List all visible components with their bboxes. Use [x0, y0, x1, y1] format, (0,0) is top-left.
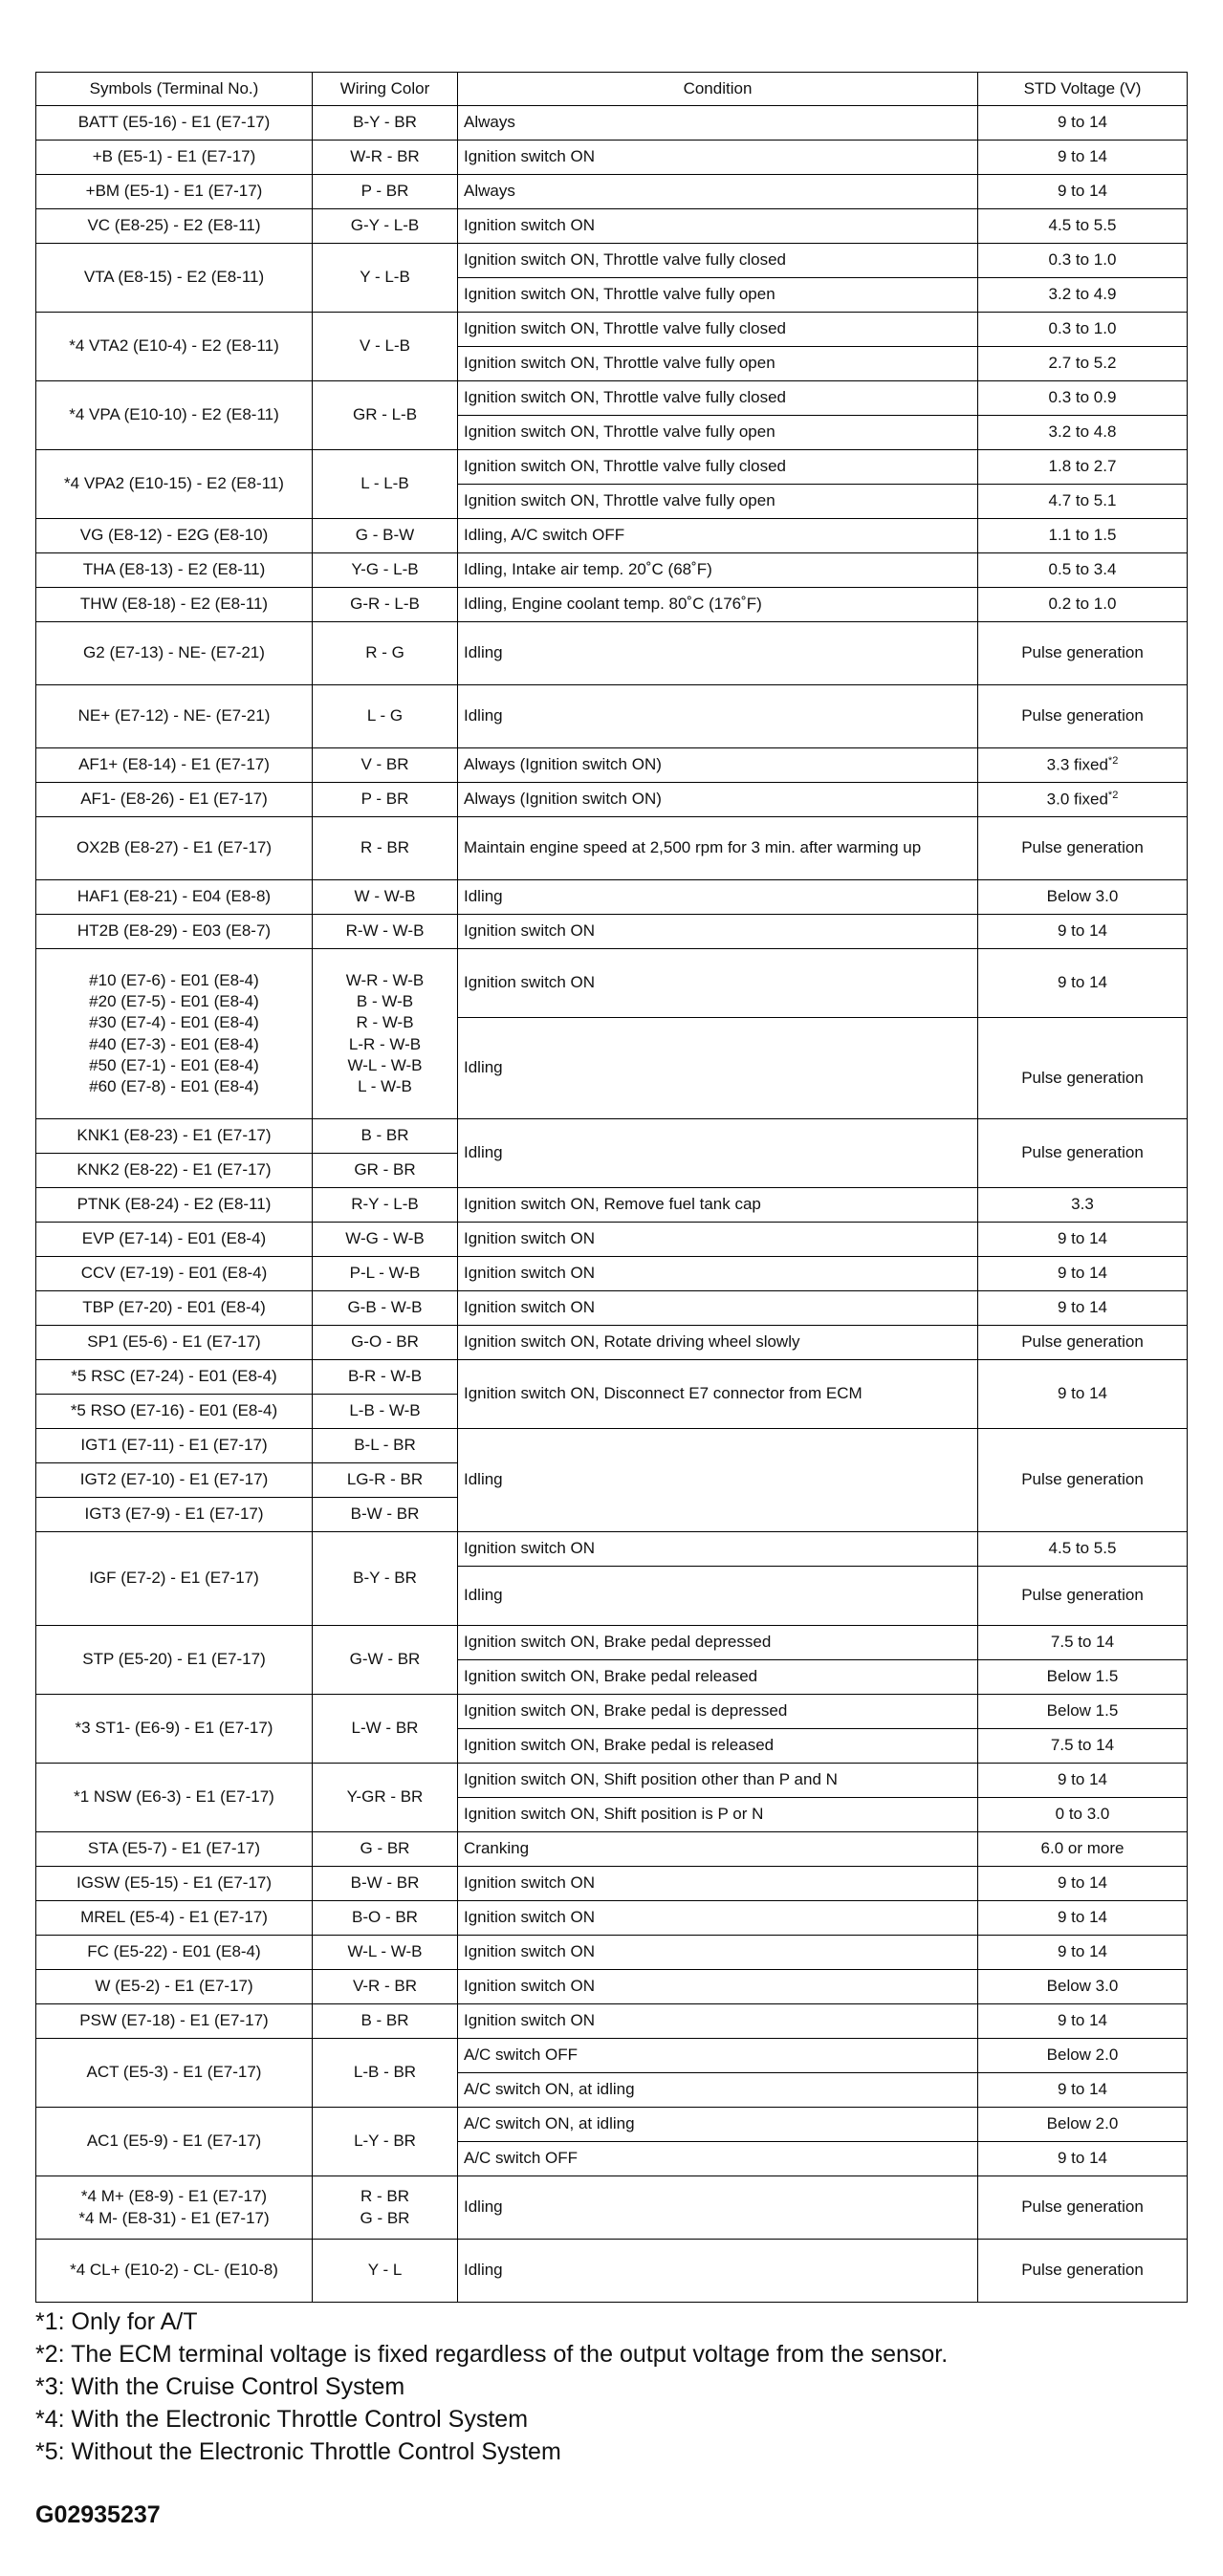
condition-cell: Always — [458, 175, 978, 209]
footnote-ref: *2 — [1107, 790, 1119, 802]
voltage-cell: 9 to 14 — [978, 1360, 1188, 1429]
table-row — [36, 313, 1188, 347]
symbol-cell: IGT2 (E7-10) - E1 (E7-17) — [36, 1463, 313, 1498]
wiring-color-cell: W-G - W-B — [313, 1223, 458, 1257]
condition-cell: Idling — [458, 685, 978, 748]
wiring-color-cell: G-O - BR — [313, 1326, 458, 1360]
symbol-cell: AF1+ (E8-14) - E1 (E7-17) — [36, 748, 313, 783]
table-row — [36, 553, 1188, 588]
symbol-cell: THW (E8-18) - E2 (E8-11) — [36, 588, 313, 622]
condition-cell: A/C switch OFF — [458, 2039, 978, 2073]
condition-cell: Maintain engine speed at 2,500 rpm for 3 min. after warming up — [458, 817, 978, 880]
condition-cell: Ignition switch ON — [458, 1223, 978, 1257]
table-row — [36, 1832, 1188, 1867]
symbol-cell: *3 ST1- (E6-9) - E1 (E7-17) — [36, 1695, 313, 1764]
symbol-cell: G2 (E7-13) - NE- (E7-21) — [36, 622, 313, 685]
wiring-color-cell: GR - BR — [313, 1154, 458, 1188]
wiring-color-cell: R - G — [313, 622, 458, 685]
condition-cell: Idling, A/C switch OFF — [458, 519, 978, 553]
voltage-cell: 9 to 14 — [978, 175, 1188, 209]
voltage-cell: 1.1 to 1.5 — [978, 519, 1188, 553]
wiring-color-cell: P - BR — [313, 175, 458, 209]
wiring-color-cell: P - BR — [313, 783, 458, 817]
table-row — [36, 1532, 1188, 1567]
wiring-color-cell: R-W - W-B — [313, 915, 458, 949]
voltage-cell: 9 to 14 — [978, 915, 1188, 949]
condition-cell: Ignition switch ON, Throttle valve fully open — [458, 278, 978, 313]
wiring-color-cell: W - W-B — [313, 880, 458, 915]
condition-cell: Ignition switch ON, Throttle valve fully closed — [458, 244, 978, 278]
condition-cell: Ignition switch ON, Shift position is P or N — [458, 1798, 978, 1832]
voltage-cell: 9 to 14 — [978, 1291, 1188, 1326]
table-row — [36, 2039, 1188, 2073]
ecm-terminal-voltage-table — [35, 72, 1188, 2303]
symbol-cell: #10 (E7-6) - E01 (E8-4) #20 (E7-5) - E01 (E8-4) #30 (E7-4) - E01 (E8-4) #40 (E7-3) - E01 (E8-4) #50 (E7-1) - E01 (E8-4) #60 (E7-8) - E01 (E8-4) — [36, 949, 313, 1119]
footnotes — [35, 2305, 948, 2468]
condition-cell: Idling — [458, 1018, 978, 1119]
wiring-color-cell: Y-GR - BR — [313, 1764, 458, 1832]
condition-cell: Idling, Engine coolant temp. 80˚C (176˚F) — [458, 588, 978, 622]
wiring-color-cell: L-Y - BR — [313, 2108, 458, 2176]
wiring-color-cell: G-W - BR — [313, 1626, 458, 1695]
voltage-cell: 9 to 14 — [978, 1257, 1188, 1291]
voltage-cell: 0.5 to 3.4 — [978, 553, 1188, 588]
table-row — [36, 2240, 1188, 2303]
symbol-cell: *1 NSW (E6-3) - E1 (E7-17) — [36, 1764, 313, 1832]
header-condition: Condition — [458, 73, 978, 106]
symbol-cell: MREL (E5-4) - E1 (E7-17) — [36, 1901, 313, 1936]
symbol-cell: EVP (E7-14) - E01 (E8-4) — [36, 1223, 313, 1257]
wiring-color-cell: B - BR — [313, 2004, 458, 2039]
footnote-2: *2: The ECM terminal voltage is fixed regardless of the output voltage from the sensor. — [35, 2341, 949, 2368]
voltage-cell: 0.3 to 0.9 — [978, 381, 1188, 416]
table-row — [36, 141, 1188, 175]
condition-cell: Ignition switch ON, Brake pedal is released — [458, 1729, 978, 1764]
condition-cell: Ignition switch ON, Throttle valve fully closed — [458, 381, 978, 416]
voltage-cell: 0.3 to 1.0 — [978, 244, 1188, 278]
table-row — [36, 450, 1188, 485]
condition-cell: Ignition switch ON — [458, 949, 978, 1018]
condition-cell: Idling, Intake air temp. 20˚C (68˚F) — [458, 553, 978, 588]
symbol-cell: AF1- (E8-26) - E1 (E7-17) — [36, 783, 313, 817]
condition-cell: Cranking — [458, 1832, 978, 1867]
symbol-cell: ACT (E5-3) - E1 (E7-17) — [36, 2039, 313, 2108]
table-row — [36, 588, 1188, 622]
table-row — [36, 1936, 1188, 1970]
table-row — [36, 1257, 1188, 1291]
condition-cell: Ignition switch ON, Throttle valve fully open — [458, 485, 978, 519]
wiring-color-cell: G-R - L-B — [313, 588, 458, 622]
symbol-cell: NE+ (E7-12) - NE- (E7-21) — [36, 685, 313, 748]
condition-cell: Ignition switch ON, Brake pedal released — [458, 1660, 978, 1695]
table-row — [36, 2004, 1188, 2039]
table-row — [36, 1695, 1188, 1729]
symbol-cell: HAF1 (E8-21) - E04 (E8-8) — [36, 880, 313, 915]
table-row — [36, 915, 1188, 949]
wiring-color-cell: B-Y - BR — [313, 1532, 458, 1626]
condition-cell: Always (Ignition switch ON) — [458, 748, 978, 783]
wiring-color-cell: B-Y - BR — [313, 106, 458, 141]
voltage-cell: 9 to 14 — [978, 2142, 1188, 2176]
condition-cell: Idling — [458, 2240, 978, 2303]
symbol-cell: +BM (E5-1) - E1 (E7-17) — [36, 175, 313, 209]
condition-cell: Ignition switch ON, Shift position other than P and N — [458, 1764, 978, 1798]
footnote-1: *1: Only for A/T — [35, 2308, 198, 2335]
symbol-cell: +B (E5-1) - E1 (E7-17) — [36, 141, 313, 175]
condition-cell: Ignition switch ON — [458, 1257, 978, 1291]
voltage-value: 3.0 fixed — [1046, 790, 1108, 809]
voltage-cell: Pulse generation — [978, 1429, 1188, 1532]
condition-cell: Ignition switch ON — [458, 2004, 978, 2039]
table-row — [36, 2108, 1188, 2142]
table-row — [36, 1223, 1188, 1257]
wiring-color-cell: B-W - BR — [313, 1867, 458, 1901]
voltage-cell: 1.8 to 2.7 — [978, 450, 1188, 485]
wiring-color-cell: L - L-B — [313, 450, 458, 519]
wiring-color-cell: L-B - W-B — [313, 1395, 458, 1429]
symbol-cell: IGSW (E5-15) - E1 (E7-17) — [36, 1867, 313, 1901]
symbol-cell: VG (E8-12) - E2G (E8-10) — [36, 519, 313, 553]
symbol-cell: BATT (E5-16) - E1 (E7-17) — [36, 106, 313, 141]
wiring-color-cell: L-B - BR — [313, 2039, 458, 2108]
voltage-cell: 4.5 to 5.5 — [978, 1532, 1188, 1567]
voltage-cell: Below 2.0 — [978, 2039, 1188, 2073]
voltage-cell: 9 to 14 — [978, 1223, 1188, 1257]
table-row — [36, 1326, 1188, 1360]
voltage-cell: 9 to 14 — [978, 949, 1188, 1018]
wiring-color-cell: W-R - W-B B - W-B R - W-B L-R - W-B W-L - W-B L - W-B — [313, 949, 458, 1119]
symbol-cell: SP1 (E5-6) - E1 (E7-17) — [36, 1326, 313, 1360]
voltage-cell: 3.3 — [978, 1188, 1188, 1223]
voltage-cell: 0.3 to 1.0 — [978, 313, 1188, 347]
condition-cell: Ignition switch ON, Throttle valve fully open — [458, 416, 978, 450]
condition-cell: Ignition switch ON — [458, 209, 978, 244]
symbol-cell: *4 CL+ (E10-2) - CL- (E10-8) — [36, 2240, 313, 2303]
condition-cell: A/C switch OFF — [458, 2142, 978, 2176]
voltage-cell: 3.2 to 4.8 — [978, 416, 1188, 450]
voltage-cell: 0.2 to 1.0 — [978, 588, 1188, 622]
wiring-color-cell: B-L - BR — [313, 1429, 458, 1463]
header-symbols: Symbols (Terminal No.) — [36, 73, 313, 106]
header-wiring-color: Wiring Color — [313, 73, 458, 106]
wiring-color-cell: Y - L — [313, 2240, 458, 2303]
voltage-cell: Pulse generation — [978, 1567, 1188, 1626]
table-row — [36, 748, 1188, 783]
wiring-color-cell: P-L - W-B — [313, 1257, 458, 1291]
wiring-color-cell: V-R - BR — [313, 1970, 458, 2004]
table-row — [36, 783, 1188, 817]
symbol-cell: KNK1 (E8-23) - E1 (E7-17) — [36, 1119, 313, 1154]
condition-cell: Ignition switch ON — [458, 141, 978, 175]
voltage-cell: Below 2.0 — [978, 2108, 1188, 2142]
symbol-cell: FC (E5-22) - E01 (E8-4) — [36, 1936, 313, 1970]
table-row — [36, 1429, 1188, 1463]
condition-cell: Ignition switch ON — [458, 1936, 978, 1970]
wiring-color-cell: L - G — [313, 685, 458, 748]
table-row — [36, 1360, 1188, 1395]
voltage-cell: Pulse generation — [978, 1326, 1188, 1360]
wiring-color-cell: R-Y - L-B — [313, 1188, 458, 1223]
symbol-cell: THA (E8-13) - E2 (E8-11) — [36, 553, 313, 588]
voltage-cell: 9 to 14 — [978, 106, 1188, 141]
symbol-cell: IGT1 (E7-11) - E1 (E7-17) — [36, 1429, 313, 1463]
symbol-cell: IGT3 (E7-9) - E1 (E7-17) — [36, 1498, 313, 1532]
condition-cell: Ignition switch ON, Throttle valve fully closed — [458, 450, 978, 485]
condition-cell: Ignition switch ON, Remove fuel tank cap — [458, 1188, 978, 1223]
condition-cell: Ignition switch ON — [458, 1291, 978, 1326]
voltage-cell: Below 1.5 — [978, 1660, 1188, 1695]
condition-cell: Ignition switch ON, Brake pedal depressed — [458, 1626, 978, 1660]
table-row — [36, 622, 1188, 685]
voltage-cell: 7.5 to 14 — [978, 1626, 1188, 1660]
condition-cell: Idling — [458, 622, 978, 685]
condition-cell: Always (Ignition switch ON) — [458, 783, 978, 817]
table-row — [36, 1901, 1188, 1936]
table-header-row — [36, 73, 1188, 106]
voltage-cell: 9 to 14 — [978, 141, 1188, 175]
wiring-color-cell: GR - L-B — [313, 381, 458, 450]
condition-cell: Ignition switch ON — [458, 1532, 978, 1567]
condition-cell: Ignition switch ON — [458, 1970, 978, 2004]
table-row — [36, 949, 1188, 1018]
voltage-cell: 4.5 to 5.5 — [978, 209, 1188, 244]
symbol-cell: KNK2 (E8-22) - E1 (E7-17) — [36, 1154, 313, 1188]
voltage-cell: 9 to 14 — [978, 1901, 1188, 1936]
symbol-cell: *4 VPA2 (E10-15) - E2 (E8-11) — [36, 450, 313, 519]
symbol-cell: VTA (E8-15) - E2 (E8-11) — [36, 244, 313, 313]
wiring-color-cell: W-L - W-B — [313, 1936, 458, 1970]
voltage-cell: Pulse generation — [978, 2240, 1188, 2303]
voltage-cell: Below 1.5 — [978, 1695, 1188, 1729]
wiring-color-cell: B-W - BR — [313, 1498, 458, 1532]
symbol-cell: AC1 (E5-9) - E1 (E7-17) — [36, 2108, 313, 2176]
condition-cell: Ignition switch ON, Throttle valve fully open — [458, 347, 978, 381]
table-row — [36, 817, 1188, 880]
footnote-5: *5: Without the Electronic Throttle Control System — [35, 2438, 561, 2465]
table-row — [36, 685, 1188, 748]
voltage-cell: Pulse generation — [978, 622, 1188, 685]
symbol-cell: *5 RSC (E7-24) - E01 (E8-4) — [36, 1360, 313, 1395]
voltage-cell — [978, 783, 1188, 817]
table-row — [36, 175, 1188, 209]
footnote-ref: *2 — [1107, 755, 1119, 768]
symbol-cell: *4 VPA (E10-10) - E2 (E8-11) — [36, 381, 313, 450]
table-row — [36, 2176, 1188, 2240]
voltage-cell: Below 3.0 — [978, 1970, 1188, 2004]
condition-cell: Ignition switch ON, Disconnect E7 connector from ECM — [458, 1360, 978, 1429]
voltage-cell: Pulse generation — [978, 1119, 1188, 1188]
wiring-color-cell: R - BR G - BR — [313, 2176, 458, 2240]
voltage-value: 3.3 fixed — [1046, 755, 1108, 774]
wiring-color-cell: B-R - W-B — [313, 1360, 458, 1395]
header-std-voltage: STD Voltage (V) — [978, 73, 1188, 106]
condition-cell: Ignition switch ON — [458, 1867, 978, 1901]
table-row — [36, 381, 1188, 416]
condition-cell: Idling — [458, 1567, 978, 1626]
footnote-4: *4: With the Electronic Throttle Control System — [35, 2406, 529, 2433]
table-row — [36, 1764, 1188, 1798]
table-row — [36, 106, 1188, 141]
wiring-color-cell: G-Y - L-B — [313, 209, 458, 244]
voltage-cell: 0 to 3.0 — [978, 1798, 1188, 1832]
wiring-color-cell: G - BR — [313, 1832, 458, 1867]
table-row — [36, 1970, 1188, 2004]
condition-cell: Ignition switch ON — [458, 915, 978, 949]
wiring-color-cell: B - BR — [313, 1119, 458, 1154]
wiring-color-cell: V - BR — [313, 748, 458, 783]
condition-cell: Idling — [458, 880, 978, 915]
symbol-cell: STA (E5-7) - E1 (E7-17) — [36, 1832, 313, 1867]
condition-cell: Idling — [458, 2176, 978, 2240]
voltage-cell: 7.5 to 14 — [978, 1729, 1188, 1764]
voltage-cell: Pulse generation — [978, 2176, 1188, 2240]
wiring-color-cell: G-B - W-B — [313, 1291, 458, 1326]
wiring-color-cell: W-R - BR — [313, 141, 458, 175]
voltage-cell: 9 to 14 — [978, 2073, 1188, 2108]
wiring-color-cell: Y - L-B — [313, 244, 458, 313]
footnote-3: *3: With the Cruise Control System — [35, 2373, 405, 2400]
table-row — [36, 1626, 1188, 1660]
condition-cell: Ignition switch ON, Rotate driving wheel slowly — [458, 1326, 978, 1360]
wiring-color-cell: LG-R - BR — [313, 1463, 458, 1498]
table-row — [36, 519, 1188, 553]
table-row — [36, 880, 1188, 915]
voltage-cell: Pulse generation — [978, 817, 1188, 880]
wiring-color-cell: R - BR — [313, 817, 458, 880]
condition-cell: Ignition switch ON, Throttle valve fully closed — [458, 313, 978, 347]
wiring-color-cell: G - B-W — [313, 519, 458, 553]
table-row — [36, 209, 1188, 244]
wiring-color-cell: Y-G - L-B — [313, 553, 458, 588]
condition-cell: Always — [458, 106, 978, 141]
condition-cell: Ignition switch ON, Brake pedal is depressed — [458, 1695, 978, 1729]
wiring-color-cell: V - L-B — [313, 313, 458, 381]
wiring-color-cell: B-O - BR — [313, 1901, 458, 1936]
condition-cell: Idling — [458, 1119, 978, 1188]
condition-cell: Ignition switch ON — [458, 1901, 978, 1936]
voltage-cell: 3.2 to 4.9 — [978, 278, 1188, 313]
voltage-cell: 9 to 14 — [978, 1936, 1188, 1970]
wiring-color-cell: L-W - BR — [313, 1695, 458, 1764]
voltage-cell: Pulse generation — [978, 685, 1188, 748]
table-row — [36, 1291, 1188, 1326]
voltage-cell: 9 to 14 — [978, 2004, 1188, 2039]
table-row — [36, 244, 1188, 278]
symbol-cell: IGF (E7-2) - E1 (E7-17) — [36, 1532, 313, 1626]
symbol-cell: STP (E5-20) - E1 (E7-17) — [36, 1626, 313, 1695]
table-row — [36, 1188, 1188, 1223]
symbol-cell: *4 VTA2 (E10-4) - E2 (E8-11) — [36, 313, 313, 381]
voltage-cell: Pulse generation — [978, 1018, 1188, 1119]
symbol-cell: HT2B (E8-29) - E03 (E8-7) — [36, 915, 313, 949]
voltage-cell — [978, 748, 1188, 783]
voltage-cell: 2.7 to 5.2 — [978, 347, 1188, 381]
voltage-cell: 9 to 14 — [978, 1867, 1188, 1901]
table-row — [36, 1119, 1188, 1154]
voltage-cell: Below 3.0 — [978, 880, 1188, 915]
voltage-cell: 6.0 or more — [978, 1832, 1188, 1867]
symbol-cell: TBP (E7-20) - E01 (E8-4) — [36, 1291, 313, 1326]
symbol-cell: PTNK (E8-24) - E2 (E8-11) — [36, 1188, 313, 1223]
table-row — [36, 1867, 1188, 1901]
symbol-cell: VC (E8-25) - E2 (E8-11) — [36, 209, 313, 244]
symbol-cell: PSW (E7-18) - E1 (E7-17) — [36, 2004, 313, 2039]
voltage-cell: 9 to 14 — [978, 1764, 1188, 1798]
symbol-cell: CCV (E7-19) - E01 (E8-4) — [36, 1257, 313, 1291]
figure-code: G02935237 — [35, 2501, 161, 2528]
condition-cell: Idling — [458, 1429, 978, 1532]
condition-cell: A/C switch ON, at idling — [458, 2108, 978, 2142]
voltage-cell: 4.7 to 5.1 — [978, 485, 1188, 519]
symbol-cell: OX2B (E8-27) - E1 (E7-17) — [36, 817, 313, 880]
condition-cell: A/C switch ON, at idling — [458, 2073, 978, 2108]
symbol-cell: W (E5-2) - E1 (E7-17) — [36, 1970, 313, 2004]
symbol-cell: *5 RSO (E7-16) - E01 (E8-4) — [36, 1395, 313, 1429]
symbol-cell: *4 M+ (E8-9) - E1 (E7-17) *4 M- (E8-31) - E1 (E7-17) — [36, 2176, 313, 2240]
